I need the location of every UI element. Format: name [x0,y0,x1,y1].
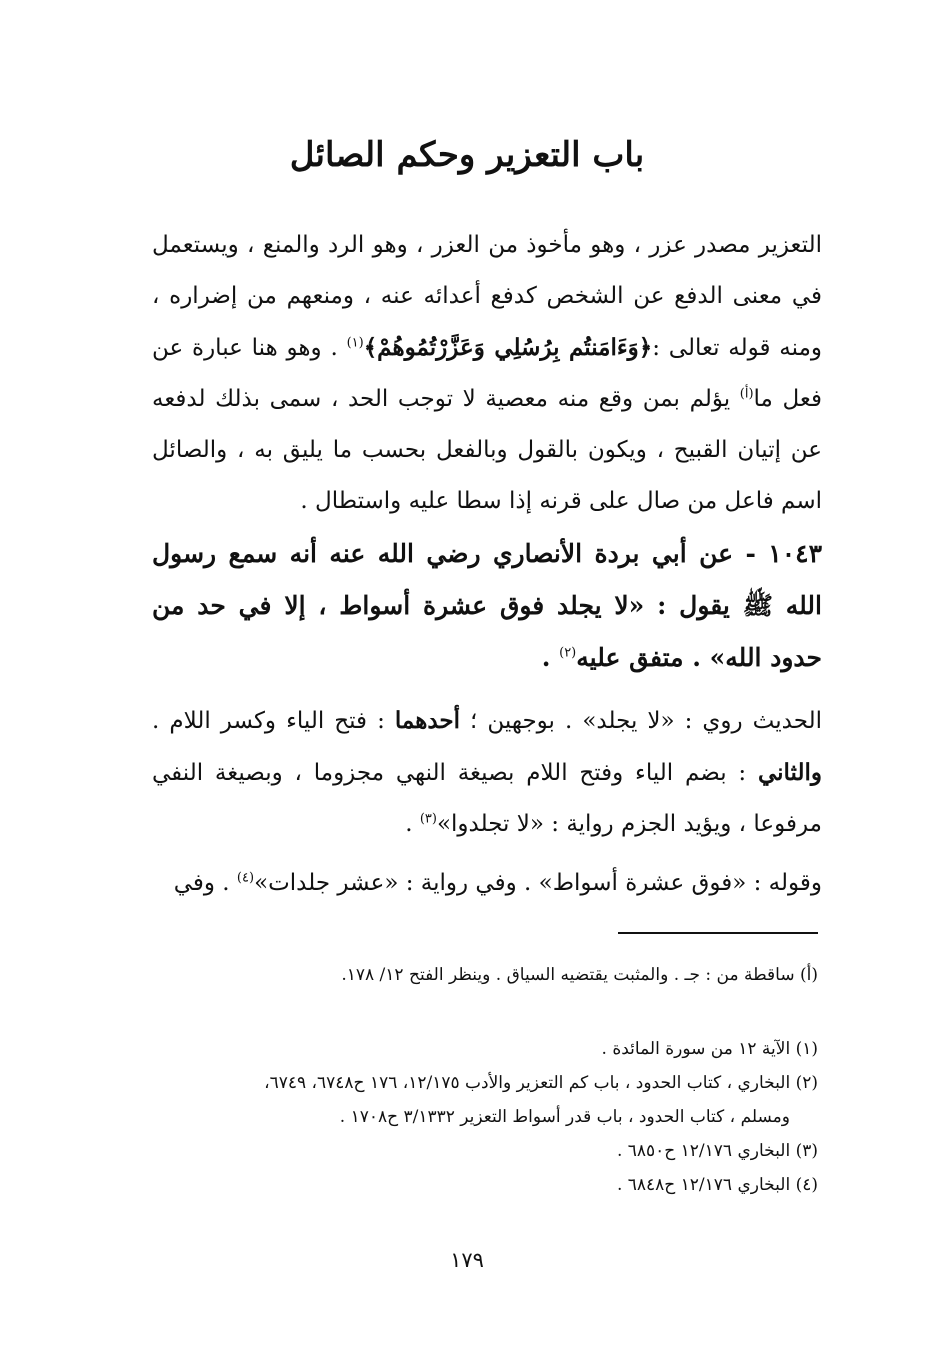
footnote-2: (٢) البخاري ، كتاب الحدود ، باب كم التعزير والأدب ١٢/١٧٥، ١٧٦ ح٦٧٤٨، ٦٧٤٩، [264,1073,818,1093]
footnote-divider [618,932,818,934]
continuation-end: . وفي [173,870,237,896]
page-number: ١٧٩ [450,1248,484,1272]
intro-text-2: . وهو هنا عبارة عن فعل ما [152,335,822,412]
commentary-text-3: : بضم الياء وفتح اللام بصيغة النهي مجزوما ، وبصيغة النفي مرفوعا ، ويؤيد الجزم رواية : «لا تجلدوا» [152,760,822,837]
quran-verse: ﴿وَءَامَنتُم بِرُسُلِي وَعَزَّرْتُمُوهُمْ﴾ [363,334,653,361]
footnote-3: (٣) البخاري ١٢/١٧٦ ح٦٨٥٠ . [616,1141,818,1161]
intro-paragraph [152,220,822,527]
chapter-title: باب التعزير وحكم الصائل [289,135,645,175]
commentary-text-2: : فتح الياء وكسر اللام . [152,708,395,734]
footnote-2-continued: ومسلم ، كتاب الحدود ، باب قدر أسواط التعزير ٣/١٣٣٢ ح١٧٠٨ . [339,1107,790,1127]
hadith-body: ١٠٤٣ - عن أبي بردة الأنصاري رضي الله عنه أنه سمع رسول الله ﷺ يقول : «لا يجلد فوق عشرة أسواط ، إلا في حد من حدود الله» . متفق عليه [152,539,822,672]
commentary-bold-2: والثاني [757,759,822,786]
commentary-end: . [405,811,420,837]
footnote-list [118,1032,818,1202]
commentary-text-1: الحديث روي : «لا يجلد» . بوجهين ؛ [460,708,822,734]
footnote-ref-1: (١) [346,335,364,351]
hadith-text [152,528,822,684]
intro-text-1: التعزير مصدر عزر ، وهو مأخوذ من العزر ، وهو الرد والمنع ، ويستعمل في معنى الدفع عن الشخص كدفع أعدائه عنه ، ومنعهم من إضراره ، ومنه قوله تعالى : [152,232,823,361]
continuation-paragraph [152,858,822,909]
footnote-ref-4: (٤) [236,870,255,886]
commentary-paragraph [152,695,822,850]
commentary-bold-1: أحدهما [394,707,461,734]
hadith-end: . [541,643,560,672]
footnote-ref-a: (أ) [739,386,754,402]
footnote-a: (أ) ساقطة من : جـ . والمثبت يقتضيه السياق . وينظر الفتح ١٢/ ١٧٨. [341,965,818,985]
footnote-ref-2: (٢) [559,645,577,661]
continuation-text: وقوله : «فوق عشرة أسواط» . وفي رواية : «عشر جلدات» [254,870,822,896]
footnote-1: (١) الآية ١٢ من سورة المائدة . [601,1039,818,1059]
intro-text-3: يؤلم بمن وقع منه معصية لا توجب الحد ، سمى بذلك لدفعه عن إتيان القبيح ، ويكون بالقول وبالفعل بحسب ما يليق به ، والصائل اسم فاعل من صال على قرنه إذا سطا عليه واستطال . [152,386,822,514]
footnote-ref-3: (٣) [419,811,437,827]
footnote-4: (٤) البخاري ١٢/١٧٦ ح٦٨٤٨ . [616,1175,818,1195]
